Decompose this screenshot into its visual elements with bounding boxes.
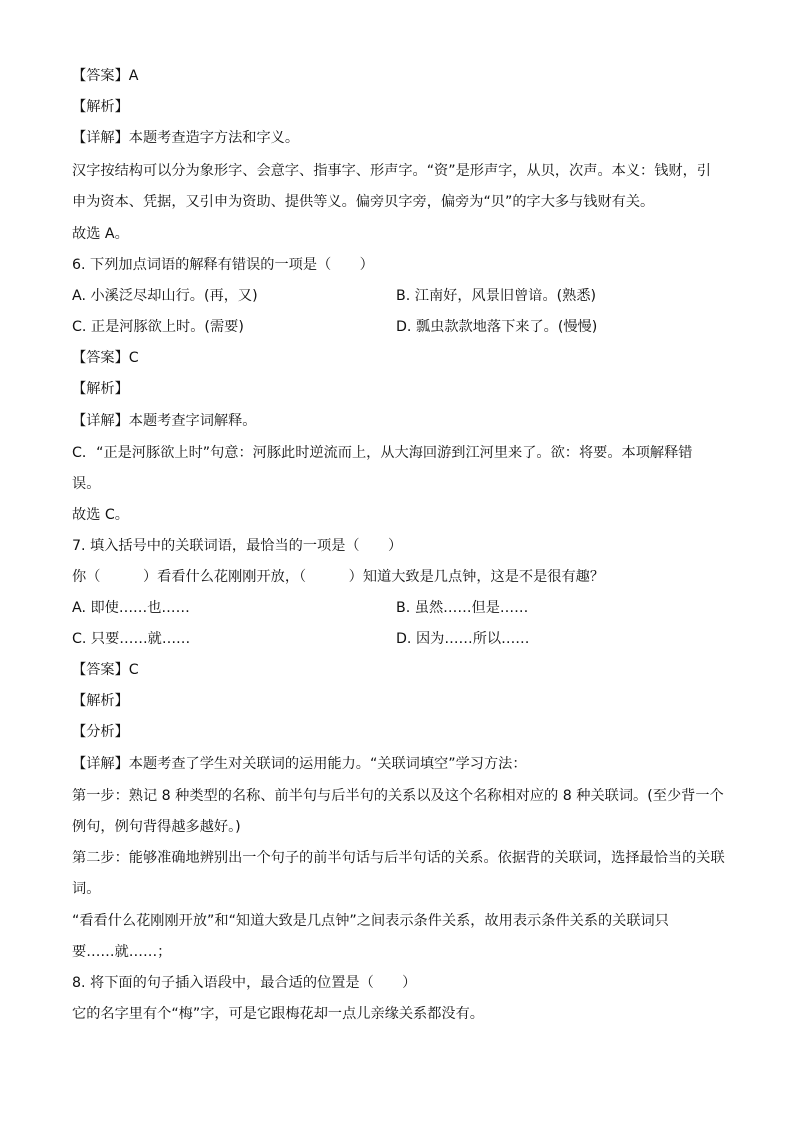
paragraph-line: 申为资本、凭据，又引申为资助、提供等义。偏旁贝字旁，偏旁为“贝”的字大多与钱财有关。	[72, 194, 655, 210]
question-8-sentence: 它的名字里有个“梅”字，可是它跟梅花却一点儿亲缘关系都没有。	[72, 1006, 484, 1022]
choice-line: 故选 A。	[72, 226, 129, 242]
q6-option-a: A. 小溪泛尽却山行。(再，又)	[72, 288, 258, 304]
paragraph-line: 例句，例句背得越多越好。)	[72, 819, 241, 835]
q7-option-c: C. 只要……就……	[72, 631, 191, 647]
paragraph-line: “看看什么花刚刚开放”和“知道大致是几点钟”之间表示条件关系，故用表示条件关系的关联词只	[72, 913, 669, 929]
paragraph-line: 词。	[72, 881, 101, 897]
q6-option-d: D. 瓢虫款款地落下来了。(慢慢)	[396, 319, 598, 335]
answer-label: 【答案】C	[72, 662, 139, 678]
q7-option-d: D. 因为……所以……	[396, 631, 530, 647]
paragraph-line: 汉字按结构可以分为象形字、会意字、指事字、形声字。“资”是形声字，从贝，次声。本义：钱财，引	[72, 163, 711, 179]
detail-label: 【详解】本题考查字词解释。	[72, 413, 257, 429]
analysis-label: 【解析】	[72, 381, 129, 397]
q6-option-b: B. 江南好，风景旧曾谙。(熟悉)	[396, 288, 597, 304]
question-6: 6. 下列加点词语的解释有错误的一项是（ ）	[72, 257, 374, 273]
q7-option-a: A. 即使……也……	[72, 600, 190, 616]
paragraph-line: C．“正是河豚欲上时”句意：河豚此时逆流而上，从大海回游到江河里来了。欲：将要。本项解释错	[72, 445, 693, 461]
question-7-sentence: 你（ ）看看什么花刚刚开放，（ ）知道大致是几点钟，这是不是很有趣？	[72, 569, 605, 585]
paragraph-line: 误。	[72, 476, 101, 492]
analysis-label: 【解析】	[72, 693, 129, 709]
analysis-subhead: 【分析】	[72, 724, 129, 740]
q6-option-c: C. 正是河豚欲上时。(需要)	[72, 319, 244, 335]
answer-label: 【答案】A	[72, 68, 139, 84]
question-7: 7. 填入括号中的关联词语，最恰当的一项是（ ）	[72, 538, 403, 554]
analysis-label: 【解析】	[72, 99, 129, 115]
answer-label: 【答案】C	[72, 350, 139, 366]
q7-option-b: B. 虽然……但是……	[396, 600, 529, 616]
detail-label: 【详解】本题考查造字方法和字义。	[72, 130, 300, 146]
question-8: 8. 将下面的句子插入语段中，最合适的位置是（ ）	[72, 975, 417, 991]
paragraph-line: 要……就……；	[72, 944, 172, 960]
paragraph-line: 第一步：熟记 8 种类型的名称、前半句与后半句的关系以及这个名称相对应的 8 种关联词。(至少背一个	[72, 788, 724, 804]
paragraph-line: 第二步：能够准确地辨别出一个句子的前半句话与后半句话的关系。依据背的关联词，选择最恰当的关联	[72, 850, 725, 866]
choice-line: 故选 C。	[72, 507, 129, 523]
detail-label: 【详解】本题考查了学生对关联词的运用能力。“关联词填空”学习方法：	[72, 756, 527, 772]
